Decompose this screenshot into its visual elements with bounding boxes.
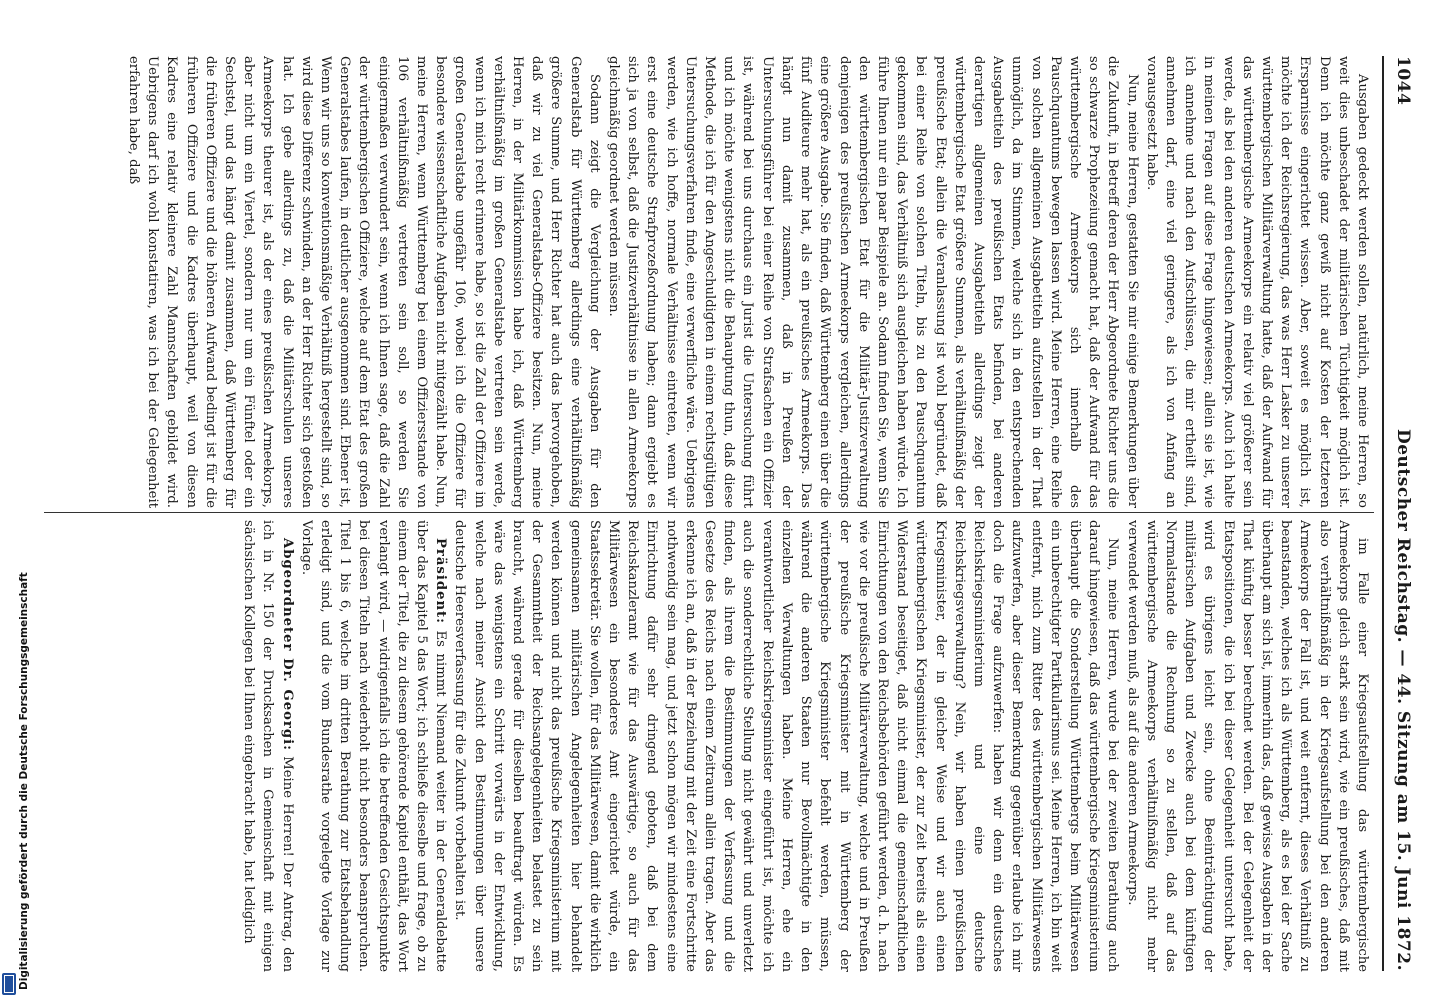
paragraph <box>297 520 451 972</box>
paragraph: Nun, meine Herren, wurde bei der zweiten Berathung auch darauf hingewiesen, daß das württembergische Kriegsministerium überhaupt die Sonderstellung Württembergs beim Militärwesen ein unberechtigter Partikularismus sei. Meine Herren, ich bin weit entfernt, mich zum Ritter des württembergischen Militärwesens aufzuwerfen, aber dieser Bemerkung gegenüber erlaube ich mir doch die Frage aufzuwerfen: haben wir denn ein deutsches Reichskriegsministerium und eine deutsche Reichskriegsverwaltung? Nein, wir haben einen preußischen Kriegsminister, der in gleicher Weise und wir auch einen württembergischen Kriegsminister, der zur Zeit bereits als einen Widerstand beseitiget, daß nicht einmal die gemeinschaftlichen Einrichtungen von den Reichsbehörden geführt werden, d. h. nach wie vor die preußische Militärverwaltung, welche und in Preußen der preußische Kriegsminister mit in Württemberg der württembergische Kriegsminister befehlt werden, müssen, während die anderen Staaten nur Bevollmächtigte in den einzelnen Verwaltungen haben. Meine Herren, ehe ein verantwortlicher Reichskriegsminister eingeführt ist, möchte ich auch die sonderrechtliche Stellung nicht gewährt und unverletzt finden, als ihrem die Bestimmungen der Verfassung und die Gesetze des Reichs nach einem Zeitraum allein tragen. Aber das erkenne ich an, daß in der Beziehung mit der Zeit eine Fortschritte nothwendig sein mag, und jetzt schon mögen wir mindestens eine Einrichtung dafür sehr dringend geboten, daß bei dem Reichskanzleramt wie für das Auswärtige, so auch für das Militärwesen ein besonderes Amt eingerichtet würde, ein Staatssekretär. Sie wollen, für das Militärwesen, damit die wirklich gemeinsamen militärischen Angelegenheiten hier behandelt werden können und nicht das preußische Kriegsministerium mit der Gesammtheit der Reichsangelegenheiten belastet zu sein braucht, während gerade für dieselben beauftragt würden. Es wäre das wenigstens ein Schritt vorwärts in der Entwicklung, welche nach meiner Ansicht den Bestimmungen über unsere deutsche Heeresverfassung für die Zukunft vorbehalten ist. <box>452 520 1121 972</box>
paragraph: im Falle einer Kriegsaufstellung das württembergische Armeekorps gleich stark sein wird, wie ein preußisches, daß mit also verhältnißmäßig in der Kriegsaufstellung bei den anderen Armeekorps der Fall ist, und weit entfernt, dieses Verhältniß zu beanstanden, welches ich als Württemberg, als es bei der Sache überhaupt am sich ist, immerhin das, daß gewisse Ausgaben in der That künftig besser berechnet werden. Bei der Gelegenheit der Etatspositionen, die ich bei dieser Gelegenheit untersucht habe, wird es übrigens leicht sein, ohne Beeinträchtigung der militärischen Aufgaben und Zwecke auch bei dem künftigen Normalstande die Rechnung so zu stellen, daß auf das württembergische Armeekorps verhältnißmäßig nicht mehr verwendet werden muß, als auf die anderen Armeekorps. <box>1124 520 1370 972</box>
page-title: Deutscher Reichstag. — 44. Sitzung am 15. Juni 1872. <box>1393 429 1413 971</box>
text-column-left <box>42 56 1372 508</box>
watermark-text: Digitalisierung gefördert durch die Deutsche Forschungsgemeinschaft <box>18 572 30 990</box>
rotated-scan-page <box>29 38 1424 978</box>
digitization-watermark <box>2 572 30 995</box>
paragraph: Ausgaben gedeckt werden sollen, natürlich, meine Herren, so weit dies unbeschadet der militärischen Tüchtigkeit möglich ist. Denn ich möchte ganz gewiß nicht auf Kosten der letzteren Ersparnisse eingerichtet wissen. Aber, soweit es möglich ist, möchte ich der Reichsregierung, das was Herr Lasker zu unserer württembergischen Militärverwaltung hatte, daß der Aufwand für das württembergische Armeekorps ein relativ viel größerer sein werde, als bei den anderen deutschen Armeekorps. Auch ich halte in meinen Fragen auf diese Frage hingewiesen; allein sie ist, wie ich annehme und nach den Aufschlüssen, die mir ertheilt sind, annehmen darf, eine viel geringere, als ich von Anfang an vorausgesetzt habe. <box>1143 56 1370 508</box>
paragraph <box>239 520 297 972</box>
speaker-name: Abgeordneter Dr. Georgi: <box>279 538 295 751</box>
header-rule <box>1382 56 1384 971</box>
dfg-logo <box>2 973 16 995</box>
speech-text: Meine Herren! Der Antrag, den ich in Nr. 150 der Drucksachen in Gemeinschaft mit einigen sächsischen Kollegen bei Ihnen eingebracht habe, hat lediglich <box>241 520 295 972</box>
paragraph: Sodann zeigt die Vergleichung der Ausgaben für den Generalstab für Württemberg allerdings eine verhältnißmäßig größere Summe, und Herr Richter hat auch das hervorgehoben, daß wir zu viel Generalstabs-Offiziere besitzen. Nun, meine Herren, in der Militärkommission habe ich, daß Württemberg verhältnißmäßig im großen Generalstabe vertreten sein werde, wenn ich mich recht erinnere habe, so ist die Zahl der Offiziere im großen Generalstabe ungefähr 106, wobei ich die Offiziere für besondere wissenschaftliche Aufgaben nicht mitgezählt habe. Nun, meine Herren, wenn Württemberg bei einem Offiziersstande von 106 verhältnißmäßig vertreten sein soll, so werden Sie einigermaßen verwundert sein, wenn ich Ihnen sage, daß die Zahl der württembergischen Offiziere, welche auf dem Etat des großen Generalstabes laufen, in deutlicher ausgenommen sind. Ebener ist, Wenn wir uns so konventionsmäßige Verhältniß hergestellt sind, so wird diese Differenz schwinden, an der Herr Richter sich gestoßen hat. Ich gebe allerdings zu, daß die Militärschulen unseres Armeekorps theurer ist, als der eines preußischen Armeekorps, aber nicht um ein Viertel, sondern nur um ein Fünftel oder ein Sechstel, und das hängt damit zusammen, daß Württemberg für die früheren Offiziere und die höheren Aufwand bedingt ist für die früheren Offiziere und die Kadres überhaupt, weil von diesen Kadres eine relativ kleinere Zahl Mannschaften gebildet wird. Uebrigens darf ich wohl konstatiren, was ich bei der Gelegenheit erfahren habe, daß <box>126 56 602 508</box>
speaker-name: Präsident: <box>433 538 449 625</box>
paragraph: Nun, meine Herren, gestatten Sie mir einige Bemerkungen über die Zukunft, in Betreff deren der Herr Abgeordnete Richter uns die so schwarze Prophezeiung gemacht hat, daß der Aufwand für das württembergische Armeekorps sich innerhalb des Pauschquantums bewegen lassen wird. Meine Herren, eine Reihe von solchen allgemeinen Ausgabetiteln aufzustellen in der That unmöglich, da im Stimmen, welche sich in den entsprechenden Ausgabetiteln des preußischen Etats befinden, bei anderen derartigen allgemeinen Ausgabetiteln allerdings zeigt der württembergische Etat größere Summen, als verhältnißmäßig der preußische Etat; allein die Veranlassung ist wohl begründet, daß bei einer Reihe von solchen Titeln, bis zu den Pauschquantum gekommen sind, das Verhältniß sich ausgleichen haben würde. Ich führe Ihnen nur ein paar Beispiele an. Sodann finden Sie, wenn Sie den württembergischen Etat für die Militär-Justizverwaltung demjenigen des preußischen Armeekorps vergleichen, allerdings eine größere Ausgabe. Sie finden, daß Württemberg einen über die fünf Auditeure mehr hat, als ein preußisches Armeekorps. Das hängt nun damit zusammen, daß in Preußen der Untersuchungsführer bei einer Reihe von Strafsachen ein Offizier ist, während bei uns durchaus ein Jurist die Untersuchung führt und ich möchte wenigstens nicht die Behauptung thun, daß diese Methode, die ich für den Angeschuldigten in einem rechtsgültigen Untersuchungsverfahren finde, eine verwerfliche wäre. Uebrigens werden, wie ich hoffe, normale Verhältnisse eintreten, wenn wir erst eine deutsche Strafprozeßordnung haben; dann ergiebt es sich ja von selbst, daß die Justizverhältnisse in allen Armeekorps gleichmäßig geordnet werden müssen. <box>606 56 1140 508</box>
speech-text: Es nimmt Niemand weiter in der Generaldebatte über das Kapitel 5 das Wort; ich schließe dieselbe und frage, ob zu einem der Titel, die zu diesem gehörende Kapitel enthält, das Wort verlangt wird, — widrigenfalls ich die betreffenden Gesichtspunkte bei diesen Titeln nach wiederholt nicht besonders beanspruchen. Titel 1 bis 6, welche im dritten Berathung zur Etatsbehandlung erledigt sind, und die vom Bundesrathe vorgelegte Vorlage zur Vorlage. <box>298 520 449 972</box>
page-header <box>1386 56 1420 971</box>
text-column-right <box>42 520 1372 972</box>
column-divider <box>44 512 1374 513</box>
page-number: 1044 <box>1393 56 1413 106</box>
